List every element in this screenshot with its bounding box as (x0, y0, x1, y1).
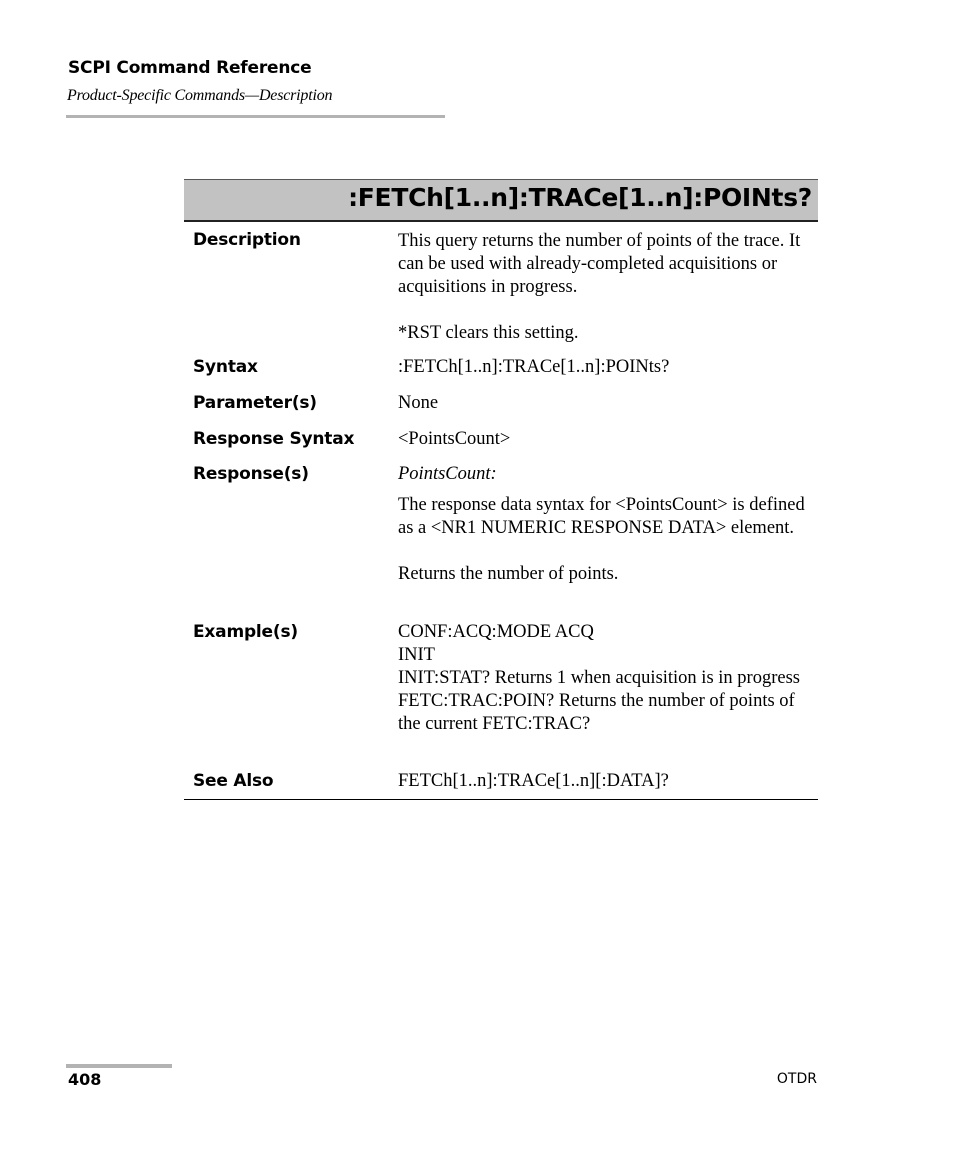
section-subtitle: Product-Specific Commands—Description (67, 87, 333, 104)
examples-label: Example(s) (193, 622, 298, 642)
response-syntax-value: <PointsCount> (398, 429, 511, 449)
response-text: The response data syntax for <PointsCount> is defined as a <NR1 NUMERIC RESPONSE DATA> element. (398, 495, 805, 538)
responses-value (398, 463, 814, 586)
command-title: :FETCh[1..n]:TRACe[1..n]:POINts? (348, 183, 812, 212)
response-name: PointsCount: (398, 464, 497, 484)
table-bottom-rule (184, 799, 818, 800)
parameters-label: Parameter(s) (193, 393, 317, 413)
example-line: FETC:TRAC:POIN? Returns the number of points of the current FETC:TRAC? (398, 691, 795, 734)
response-syntax-label: Response Syntax (193, 429, 355, 449)
command-header-bar (184, 179, 818, 222)
parameters-value: None (398, 393, 439, 413)
syntax-label: Syntax (193, 357, 258, 377)
description-text: This query returns the number of points of the trace. It can be used with already-completed acquisitions or acquisitions in progress. (398, 231, 801, 297)
section-title: SCPI Command Reference (68, 58, 312, 78)
header-divider (66, 115, 445, 118)
footer-divider (66, 1064, 172, 1068)
description-note: *RST clears this setting. (398, 323, 579, 343)
example-line: INIT (398, 645, 435, 665)
description-value (398, 230, 814, 345)
product-name: OTDR (776, 1071, 817, 1087)
page-number: 408 (68, 1070, 102, 1089)
response-note: Returns the number of points. (398, 564, 619, 584)
description-label: Description (193, 230, 301, 250)
example-line: CONF:ACQ:MODE ACQ (398, 622, 594, 642)
syntax-value: :FETCh[1..n]:TRACe[1..n]:POINts? (398, 357, 670, 377)
examples-value (398, 621, 814, 736)
see-also-label: See Also (193, 771, 274, 791)
example-line: INIT:STAT? Returns 1 when acquisition is in progress (398, 668, 800, 688)
see-also-value: FETCh[1..n]:TRACe[1..n][:DATA]? (398, 771, 669, 791)
responses-label: Response(s) (193, 464, 309, 484)
